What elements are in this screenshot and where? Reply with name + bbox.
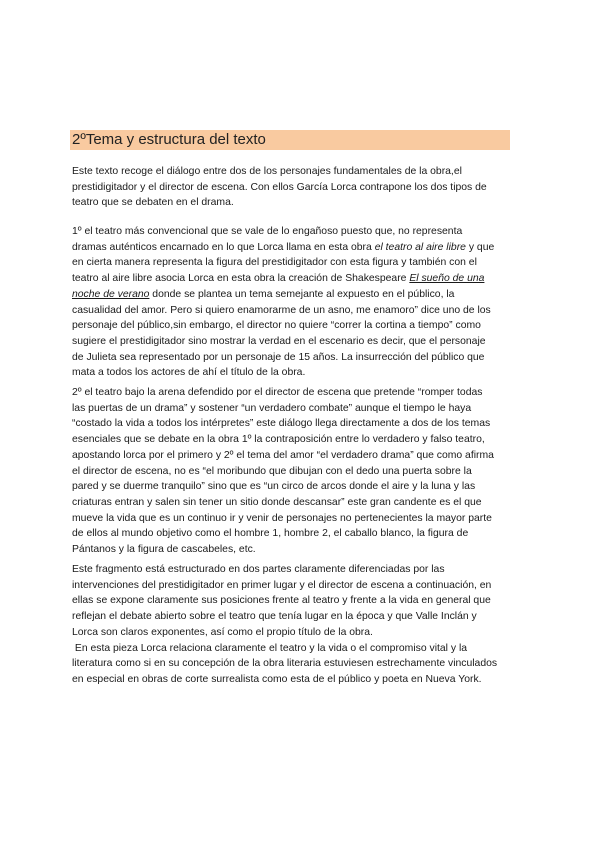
text-line: en especial en obras de corte surrealista como esta de el público y poeta en Nueva York. [72, 673, 482, 685]
text-segment: dramas auténticos encarnado en lo que Lorca llama en esta obra [72, 241, 375, 253]
text-line: pared y se duerme tranquilo” sino que es “un circo de arcos donde el aire y la luna y las [72, 481, 476, 493]
text-line: criaturas entran y salen sin tener un sitio donde descansar” este gran candente es el que [72, 496, 482, 508]
italic-phrase: el teatro al aire libre [374, 241, 466, 253]
text-line: casualidad del amor. Pero si quiero enamorarme de un asno, me enamoro” dice uno de los [72, 304, 491, 316]
text-line: en cierta manera representa la figura del prestidigitador con esta figura y también con el [72, 257, 477, 269]
paragraph-second-theatre [72, 385, 520, 558]
text-line [72, 287, 520, 303]
text-segment: donde se plantea un tema semejante al expuesto en el público, la [149, 288, 455, 300]
text-line: mata a todos los actores de ahí el título de la obra. [72, 367, 306, 379]
text-line: prestidigitador y el director de escena. Con ellos García Lorca contrapone los dos tipos de [72, 181, 487, 193]
text-line: las puertas de un drama” y sostener “un verdadero combate” aunque el tiempo le haya [72, 402, 472, 414]
work-title-link[interactable]: El sueño de una [409, 273, 485, 285]
text-line: reflejan el debate abierto sobre el teatro que tenía lugar en la época y que Valle Inclán y [72, 611, 477, 623]
text-line [72, 240, 520, 256]
text-line [72, 271, 520, 287]
text-line: intervenciones del prestidigitador en primer lugar y el director de escena a continuación, en [72, 579, 492, 591]
text-line: de Julieta sea representado por un personaje de 15 años. La insurrección del público que [72, 351, 485, 363]
text-line: sugiere el prestidigitador sino mostrar la verdad en el escenario es decir, que el personaje [72, 335, 486, 347]
paragraph-intro [72, 164, 520, 211]
text-line: apostando lorca por el primero y 2º el tema del amor “el verdadero drama” que como afirma [72, 449, 494, 461]
text-line: En esta pieza Lorca relaciona claramente el teatro y la vida o el compromiso vital y la [72, 642, 468, 654]
text-segment: teatro al aire libre asocia Lorca en esta obra la creación de Shakespeare [72, 273, 410, 285]
text-line: ellas se expone claramente sus posiciones frente al teatro y frente a la vida en general que [72, 595, 491, 607]
text-line: esenciales que se debate en la obra 1º la contraposición entre lo verdadero y falso teatro, [72, 434, 485, 446]
text-line: Este texto recoge el diálogo entre dos de los personajes fundamentales de la obra,el [72, 166, 462, 177]
text-line: teatro que se debaten en el drama. [72, 197, 234, 209]
text-line: Pántanos y la figura de cascabeles, etc. [72, 544, 256, 556]
text-line: 1º el teatro más convencional que se vale de lo engañoso puesto que, no representa [72, 226, 463, 237]
text-line: de ellos al mundo objetivo como el hombre 1, hombre 2, el caballo blanco, la figura de [72, 528, 469, 540]
text-line: el director de escena, no es “el moribundo que dibujan con el dedo una puerta sobre la [72, 465, 472, 477]
text-line: 2º el teatro bajo la arena defendido por el director de escena que pretende “romper todas [72, 387, 483, 398]
paragraph-structure [72, 562, 520, 688]
work-title-link[interactable]: noche de verano [72, 288, 150, 300]
text-line: personaje del público,sin embargo, el director no quiere “correr la cortina a tiempo” como [72, 320, 481, 332]
section-heading: 2ºTema y estructura del texto [70, 130, 510, 150]
text-line: Lorca son claros exponentes, así como el propio título de la obra. [72, 626, 373, 638]
text-line: Este fragmento está estructurado en dos partes claramente diferenciadas por las [72, 564, 445, 575]
text-segment: y que [465, 241, 495, 253]
text-line: literatura como si en su concepción de la obra literaria estuviesen estrechamente vinculados [72, 658, 498, 670]
text-line: “costado la vida a todos los intérpretes” este diálogo llega directamente a dos de los temas [72, 418, 491, 430]
paragraph-first-theatre [72, 224, 520, 381]
text-line: mueve la vida que es un continuo ir y venir de personajes no pertenecientes la mayor parte [72, 512, 492, 524]
